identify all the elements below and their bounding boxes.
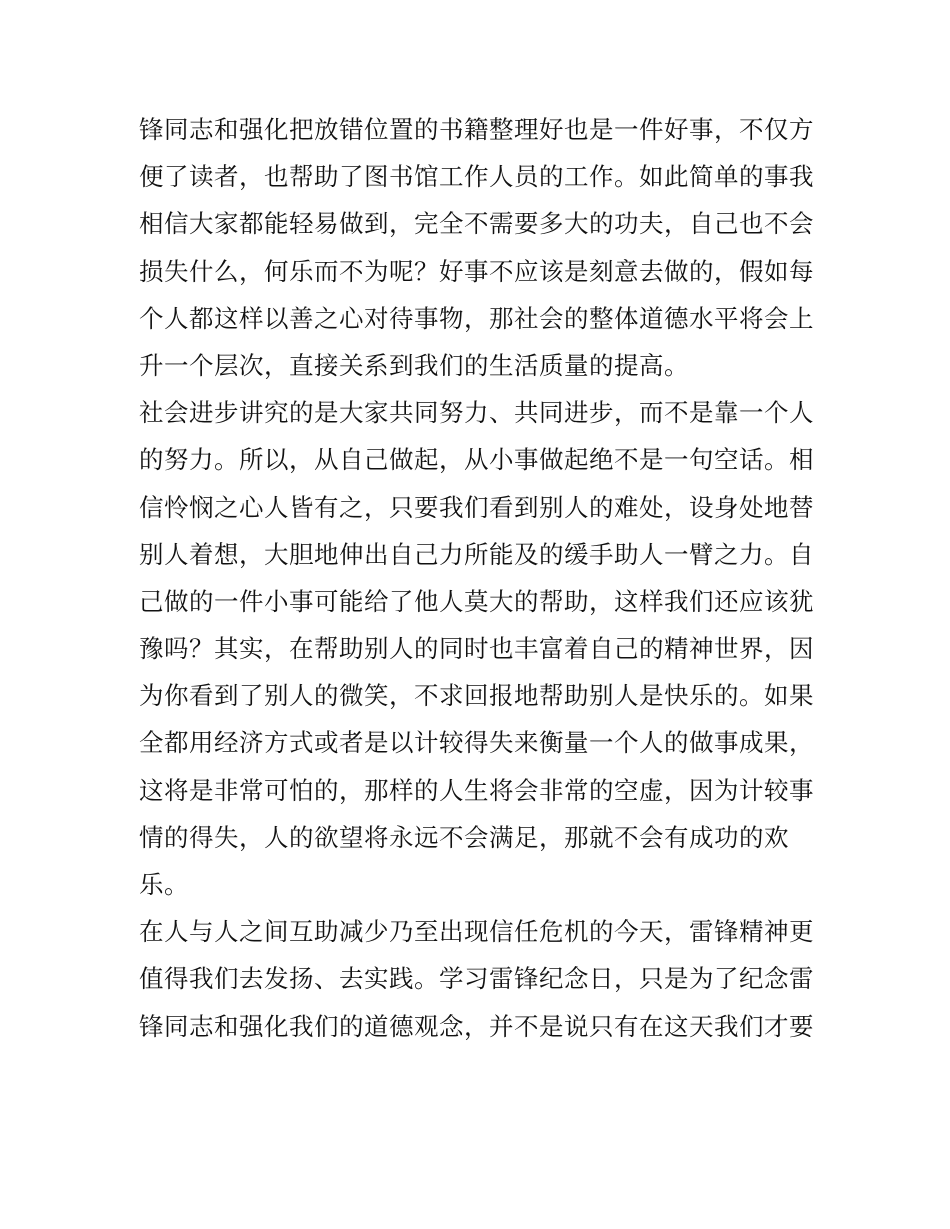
text-line: 别人着想，大胆地伸出自己力所能及的缓手助人一臂之力。自 <box>139 539 814 569</box>
text-line: 损失什么，何乐而不为呢？好事不应该是刻意去做的，假如每 <box>139 256 814 286</box>
text-line: 相信大家都能轻易做到，完全不需要多大的功夫，自己也不会 <box>139 209 814 239</box>
text-line: 信怜悯之心人皆有之，只要我们看到别人的难处，设身处地替 <box>139 492 814 522</box>
text-line: 值得我们去发扬、去实践。学习雷锋纪念日，只是为了纪念雷 <box>139 964 814 994</box>
body-text <box>139 106 819 1050</box>
text-line: 全都用经济方式或者是以计较得失来衡量一个人的做事成果， <box>139 728 814 758</box>
text-line: 社会进步讲究的是大家共同努力、共同进步，而不是靠一个人 <box>139 398 814 428</box>
text-line: 的努力。所以，从自己做起，从小事做起绝不是一句空话。相 <box>139 445 814 475</box>
text-line: 这将是非常可怕的，那样的人生将会非常的空虚，因为计较事 <box>139 775 814 805</box>
text-line: 升一个层次，直接关系到我们的生活质量的提高。 <box>139 350 689 380</box>
text-line: 在人与人之间互助减少乃至出现信任危机的今天，雷锋精神更 <box>139 917 814 947</box>
text-line: 己做的一件小事可能给了他人莫大的帮助，这样我们还应该犹 <box>139 586 814 616</box>
text-line: 豫吗？其实，在帮助别人的同时也丰富着自己的精神世界，因 <box>139 634 814 664</box>
text-line: 锋同志和强化我们的道德观念，并不是说只有在这天我们才要 <box>139 1011 814 1041</box>
text-line: 锋同志和强化把放错位置的书籍整理好也是一件好事，不仅方 <box>139 115 814 144</box>
text-line: 情的得失，人的欲望将永远不会满足，那就不会有成功的欢 <box>139 822 789 852</box>
text-line: 为你看到了别人的微笑，不求回报地帮助别人是快乐的。如果 <box>139 681 814 711</box>
text-line: 个人都这样以善之心对待事物，那社会的整体道德水平将会上 <box>139 303 814 333</box>
text-line: 便了读者，也帮助了图书馆工作人员的工作。如此简单的事我 <box>139 162 814 192</box>
text-line: 乐。 <box>139 870 189 899</box>
